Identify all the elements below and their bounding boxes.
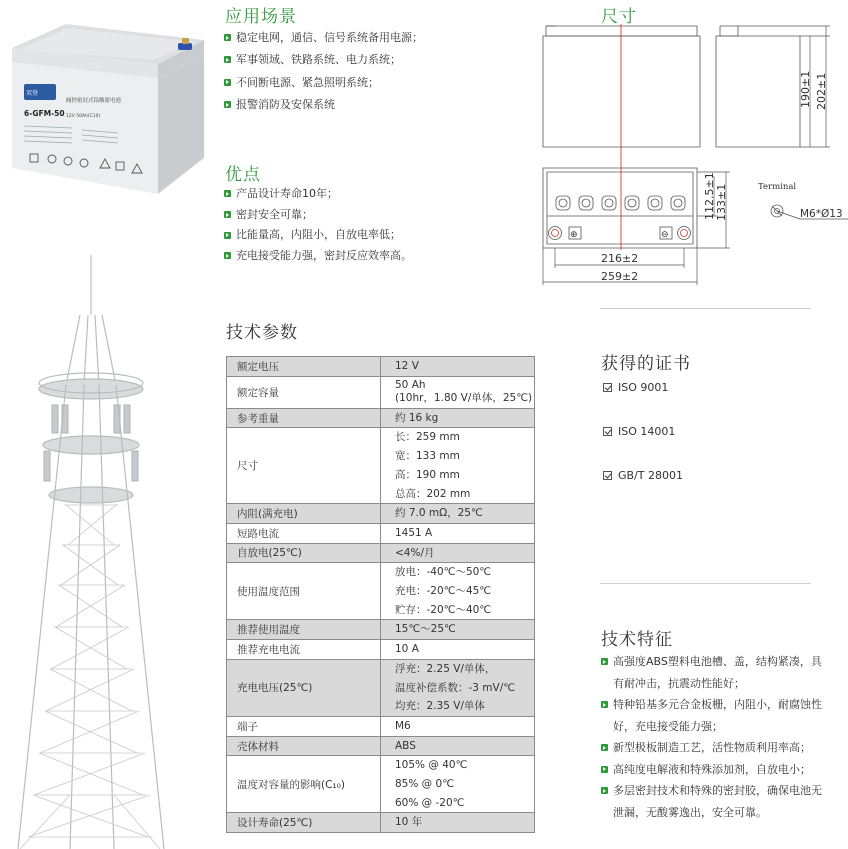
spec-table xyxy=(226,356,535,833)
bullet-icon xyxy=(224,252,231,259)
vent-cap xyxy=(602,196,616,210)
spec-key: 内阻(满充电) xyxy=(227,504,381,524)
bullet-icon xyxy=(224,190,231,197)
vent-cap xyxy=(556,196,570,210)
dimension-drawing xyxy=(535,18,848,290)
terminal-label: Terminal xyxy=(758,182,797,192)
spec-key: 设计寿命(25℃) xyxy=(227,813,381,833)
bullet-icon xyxy=(224,34,231,41)
bullet-icon xyxy=(224,101,231,108)
bullet-icon xyxy=(601,701,608,708)
table-row xyxy=(227,716,535,736)
checkbox-icon xyxy=(603,427,612,436)
features-list xyxy=(601,651,823,823)
spec-key: 自放电(25℃) xyxy=(227,543,381,563)
table-row xyxy=(227,736,535,756)
dim-216: 216±2 xyxy=(601,252,639,265)
spec-value: 浮充：2.25 V/单体， 温度补偿系数：-3 mV/℃ 均充：2.35 V/单体 xyxy=(381,659,535,716)
spec-value: 约 16 kg xyxy=(381,408,535,428)
spec-key: 温度对容量的影响(C₁₀) xyxy=(227,756,381,813)
vent-cap xyxy=(648,196,662,210)
communication-tower-image xyxy=(0,255,205,849)
spec-value: 1451 A xyxy=(381,523,535,543)
spec-key: 壳体材料 xyxy=(227,736,381,756)
dim-202: 202±1 xyxy=(815,72,828,110)
vent-cap-center xyxy=(559,199,567,207)
spec-key: 尺寸 xyxy=(227,428,381,504)
list-item: 稳定电网，通信、信号系统备用电源； xyxy=(224,27,423,49)
list-item: 报警消防及安保系统 xyxy=(224,94,423,116)
spec-key: 使用温度范围 xyxy=(227,563,381,620)
vent-cap xyxy=(671,196,685,210)
dim-133: 133±1 xyxy=(715,183,728,221)
list-item: 新型极板制造工艺，活性物质利用率高； xyxy=(601,737,823,759)
battery-product-image xyxy=(8,18,208,198)
list-item: 高纯度电解液和特殊添加剂，自放电小； xyxy=(601,759,823,781)
features-title: 技术特征 xyxy=(601,630,673,650)
battery-rating-text: 12V 50Ah(C10) xyxy=(66,114,101,119)
dim-259: 259±2 xyxy=(601,270,639,283)
spec-value: 放电：-40℃～50℃ 充电：-20℃～45℃ 贮存：-20℃～40℃ xyxy=(381,563,535,620)
scenes-title: 应用场景 xyxy=(225,7,297,27)
specs-title: 技术参数 xyxy=(226,323,298,343)
table-row xyxy=(227,523,535,543)
spec-value: ABS xyxy=(381,736,535,756)
bullet-icon xyxy=(601,787,608,794)
spec-value: 105% @ 40℃ 85% @ 0℃ 60% @ -20℃ xyxy=(381,756,535,813)
dim-190: 190±1 xyxy=(799,70,812,108)
dimensions-title: 尺寸 xyxy=(601,7,637,27)
spec-key: 额定容量 xyxy=(227,376,381,408)
list-item: 产品设计寿命10年； xyxy=(224,184,412,205)
checkbox-icon xyxy=(603,383,612,392)
table-row xyxy=(227,376,535,408)
spec-value: <4%/月 xyxy=(381,543,535,563)
bullet-icon xyxy=(224,232,231,239)
battery-model-text: 6-GFM-50 xyxy=(24,109,65,118)
list-item: 高强度ABS塑料电池槽、盖，结构紧凑，具有耐冲击，抗震动性能好； xyxy=(601,651,823,694)
table-row xyxy=(227,428,535,504)
table-row xyxy=(227,756,535,813)
table-row xyxy=(227,563,535,620)
list-item: 不间断电源、紧急照明系统； xyxy=(224,72,423,94)
spec-value: 长：259 mm 宽：133 mm 高：190 mm 总高：202 mm xyxy=(381,428,535,504)
battery-label-text: 阀控密封式铅酸蓄电池 xyxy=(66,98,122,104)
advantages-list xyxy=(224,184,412,267)
spec-value: 12 V xyxy=(381,357,535,377)
minus-symbol: ⊖ xyxy=(661,230,669,240)
bullet-icon xyxy=(224,211,231,218)
advantages-title: 优点 xyxy=(225,165,261,185)
vent-cap-center xyxy=(605,199,613,207)
checkbox-icon xyxy=(603,471,612,480)
list-item: 军事领域、铁路系统、电力系统； xyxy=(224,49,423,71)
svg-text:双登: 双登 xyxy=(26,90,39,97)
divider-bottom xyxy=(600,583,811,584)
list-item: 特种铅基多元合金板栅，内阻小，耐腐蚀性好，充电接受能力强； xyxy=(601,694,823,737)
divider-top xyxy=(600,308,811,309)
cert-item: ISO 14001 xyxy=(603,425,675,438)
spec-key: 参考重量 xyxy=(227,408,381,428)
spec-value: M6 xyxy=(381,716,535,736)
terminal-spec: M6*Ø13 xyxy=(800,208,843,220)
table-row xyxy=(227,543,535,563)
vent-cap xyxy=(579,196,593,210)
bullet-icon xyxy=(224,79,231,86)
spec-value: 50 Ah (10hr，1.80 V/单体，25℃) xyxy=(381,376,535,408)
bullet-icon xyxy=(601,766,608,773)
table-row xyxy=(227,504,535,524)
table-row xyxy=(227,659,535,716)
dim-112: 112.5±1 xyxy=(703,172,716,220)
list-item: 充电接受能力强，密封反应效率高。 xyxy=(224,246,412,267)
table-row xyxy=(227,408,535,428)
vent-cap xyxy=(625,196,639,210)
certs-title: 获得的证书 xyxy=(601,354,691,374)
scenes-list xyxy=(224,27,423,116)
vent-cap-center xyxy=(628,199,636,207)
spec-value: 约 7.0 mΩ，25℃ xyxy=(381,504,535,524)
spec-key: 充电电压(25℃) xyxy=(227,659,381,716)
spec-value: 15℃～25℃ xyxy=(381,620,535,640)
table-row xyxy=(227,640,535,660)
spec-key: 推荐使用温度 xyxy=(227,620,381,640)
cert-item: GB/T 28001 xyxy=(603,469,683,482)
table-row xyxy=(227,813,535,833)
table-row xyxy=(227,357,535,377)
spec-key: 推荐充电电流 xyxy=(227,640,381,660)
plus-symbol: ⊕ xyxy=(570,230,578,240)
spec-value: 10 A xyxy=(381,640,535,660)
vent-cap-center xyxy=(651,199,659,207)
list-item: 多层密封技术和特殊的密封胶，确保电池无泄漏，无酸雾逸出，安全可靠。 xyxy=(601,780,823,823)
list-item: 密封安全可靠； xyxy=(224,205,412,226)
spec-key: 额定电压 xyxy=(227,357,381,377)
spec-key: 短路电流 xyxy=(227,523,381,543)
spec-value: 10 年 xyxy=(381,813,535,833)
vent-cap-center xyxy=(582,199,590,207)
table-row xyxy=(227,620,535,640)
bullet-icon xyxy=(224,56,231,63)
spec-key: 端子 xyxy=(227,716,381,736)
cert-item: ISO 9001 xyxy=(603,381,668,394)
list-item: 比能量高，内阻小，自放电率低； xyxy=(224,225,412,246)
vent-cap-center xyxy=(674,199,682,207)
bullet-icon xyxy=(601,658,608,665)
bullet-icon xyxy=(601,744,608,751)
